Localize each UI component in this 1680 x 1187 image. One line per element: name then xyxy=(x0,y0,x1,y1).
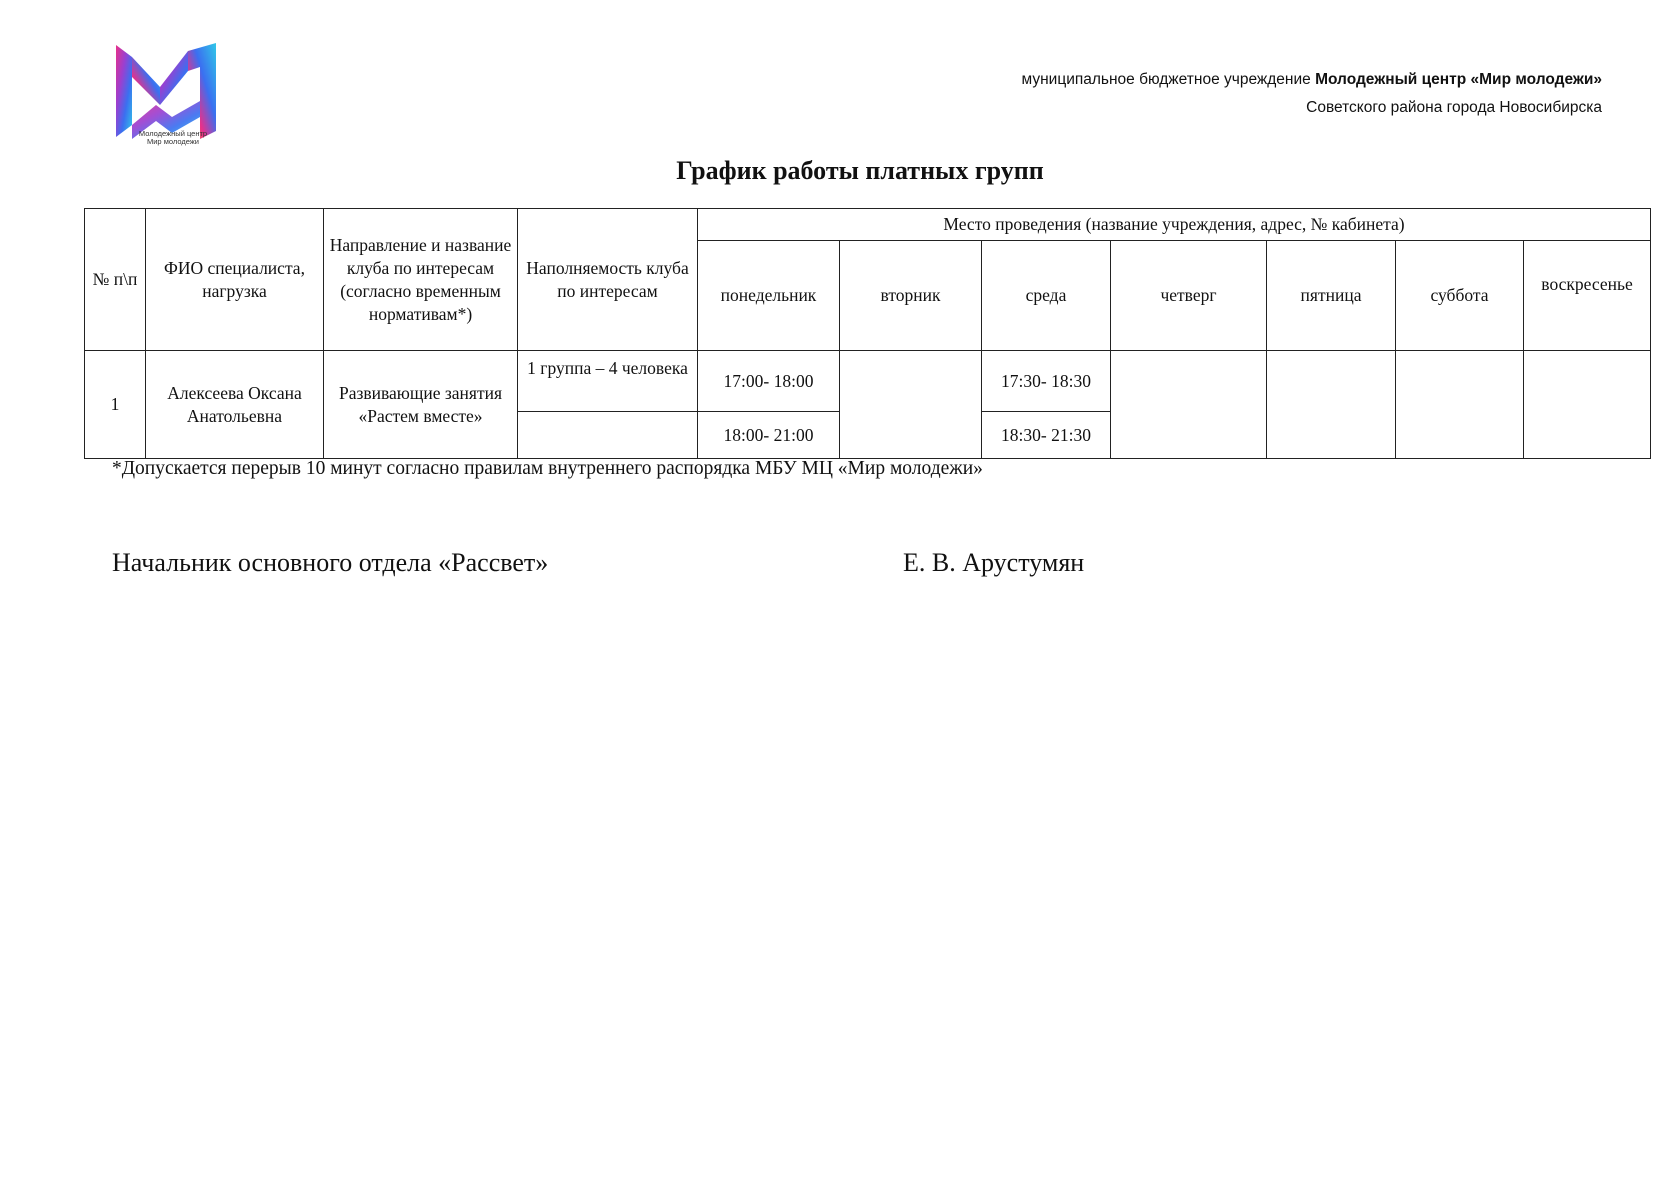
header-day: четверг xyxy=(1111,241,1267,351)
schedule-table xyxy=(84,208,1651,459)
header-day: среда xyxy=(982,241,1111,351)
cell-direction: Развивающие занятия «Растем вместе» xyxy=(324,351,518,459)
org-line-2: Советского района города Новосибирска xyxy=(1306,99,1602,116)
cell-num: 1 xyxy=(85,351,146,459)
header-day: понедельник xyxy=(698,241,840,351)
table-row xyxy=(85,351,1651,412)
cell-monday: 17:00- 18:00 xyxy=(698,351,840,412)
logo-caption: Молодежный центр Мир молодежи xyxy=(138,129,208,146)
signature-name: Е. В. Арустумян xyxy=(903,548,1085,577)
header-place: Место проведения (название учреждения, адрес, № кабинета) xyxy=(698,209,1651,241)
header-num: № п\п xyxy=(85,209,146,351)
header-row xyxy=(85,209,1651,241)
cell-saturday xyxy=(1396,351,1524,459)
signature-role: Начальник основного отдела «Рассвет» xyxy=(112,548,549,577)
header-day: вторник xyxy=(840,241,982,351)
header-day: пятница xyxy=(1267,241,1396,351)
cell-monday: 18:00- 21:00 xyxy=(698,412,840,459)
header-fio: ФИО специалиста, нагрузка xyxy=(146,209,324,351)
footnote: *Допускается перерыв 10 минут согласно правилам внутреннего распорядка МБУ МЦ «Мир молодежи» xyxy=(112,458,983,479)
cell-wednesday: 17:30- 18:30 xyxy=(982,351,1111,412)
header-day: суббота xyxy=(1396,241,1524,351)
cell-sunday xyxy=(1524,351,1651,459)
cell-thursday xyxy=(1111,351,1267,459)
org-header xyxy=(702,66,1602,122)
page-title: График работы платных групп xyxy=(676,156,1044,185)
org-line-1: муниципальное бюджетное учреждение Молодежный центр «Мир молодежи» xyxy=(1021,71,1602,88)
cell-fio: Алексеева Оксана Анатольевна xyxy=(146,351,324,459)
header-direction: Направление и название клуба по интересам (согласно временным нормативам*) xyxy=(324,209,518,351)
cell-capacity xyxy=(518,412,698,459)
header-capacity: Наполняемость клуба по интересам xyxy=(518,209,698,351)
cell-capacity: 1 группа – 4 человека xyxy=(518,351,698,412)
cell-wednesday: 18:30- 21:30 xyxy=(982,412,1111,459)
cell-tuesday xyxy=(840,351,982,459)
cell-friday xyxy=(1267,351,1396,459)
header-day: воскресенье xyxy=(1524,241,1651,351)
